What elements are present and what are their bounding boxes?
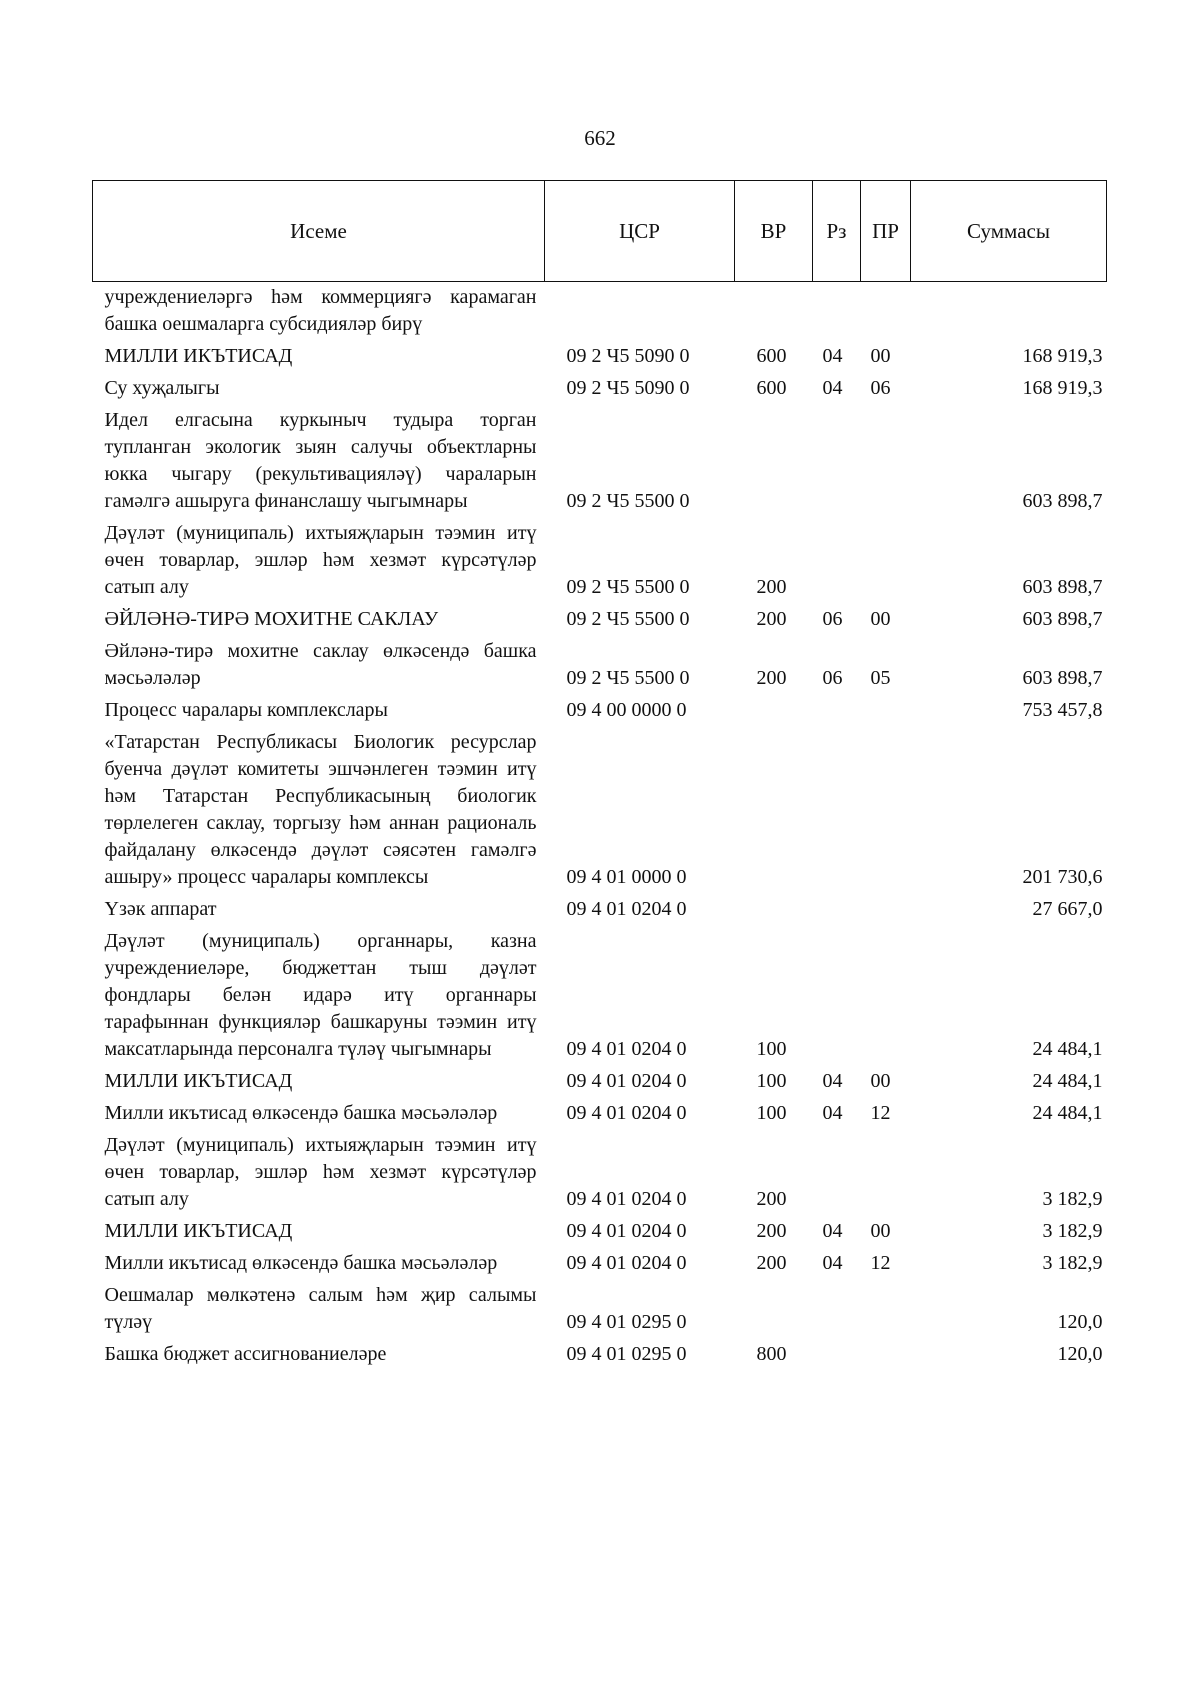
cell-name: «Татарстан Республикасы Биологик ресурслар буенча дәүләт комитеты эшчәнлеген тәэмин итү һәм Татарстан Республикасының биологик төрлелеген саклау, торгызу һәм аннан рациональ файдалану өлкәсендә дәүләт сәясәтен гамәлгә ашыру» процесс чаралары комплексы	[104, 731, 537, 888]
cell-name: Башка бюджет ассигнованиеләре	[104, 1343, 387, 1365]
cell-rz: 04	[822, 1102, 843, 1124]
table-row	[93, 282, 1107, 342]
page-number: 662	[584, 126, 616, 150]
cell-vr: 200	[756, 576, 787, 598]
cell-pr: 06	[870, 377, 891, 399]
table-row	[93, 341, 1107, 373]
cell-sum: 603 898,7	[1022, 667, 1103, 689]
cell-vr	[735, 894, 813, 926]
cell-rz	[813, 1280, 861, 1339]
cell-pr	[861, 1130, 911, 1216]
cell-csr: 09 2 Ч5 5500 0	[566, 608, 690, 630]
cell-rz: 04	[822, 377, 843, 399]
table-body	[93, 282, 1107, 1372]
table-row	[93, 1066, 1107, 1098]
cell-name: Әйләнә-тирә мохитне саклау өлкәсендә башка мәсьәләләр	[104, 640, 537, 689]
cell-csr: 09 4 01 0204 0	[566, 898, 687, 920]
cell-sum: 3 182,9	[1042, 1252, 1103, 1274]
cell-name: Дәүләт (муниципаль) органнары, казна учреждениеләре, бюджеттан тыш дәүләт фондлары белән идарә итү органнары тарафыннан функцияләр башкаруны тәэмин итү максатларында персоналга түләү чыгымнары	[104, 930, 537, 1060]
cell-rz: 04	[822, 345, 843, 367]
cell-vr: 100	[756, 1038, 787, 1060]
cell-rz	[813, 1130, 861, 1216]
cell-pr	[861, 727, 911, 894]
cell-vr	[735, 1280, 813, 1339]
cell-sum: 603 898,7	[1022, 576, 1103, 598]
header-pr: ПР	[861, 181, 911, 282]
budget-table-container	[92, 180, 1106, 1371]
cell-pr	[861, 405, 911, 518]
table-row	[93, 894, 1107, 926]
cell-sum: 120,0	[1057, 1311, 1103, 1333]
cell-sum: 120,0	[1057, 1343, 1103, 1365]
cell-vr: 100	[756, 1102, 787, 1124]
cell-csr: 09 2 Ч5 5090 0	[566, 377, 690, 399]
cell-sum: 27 667,0	[1032, 898, 1103, 920]
cell-pr	[861, 518, 911, 604]
cell-rz: 04	[822, 1220, 843, 1242]
cell-name: МИЛЛИ ИКЪТИСАД	[104, 1220, 293, 1242]
cell-vr: 200	[756, 1220, 787, 1242]
cell-pr: 12	[870, 1252, 891, 1274]
cell-csr: 09 4 01 0204 0	[566, 1102, 687, 1124]
cell-name: Су хуҗалыгы	[104, 377, 220, 399]
table-row	[93, 636, 1107, 695]
cell-pr	[861, 282, 911, 342]
cell-name: ӘЙЛӘНӘ-ТИРӘ МОХИТНЕ САКЛАУ	[104, 608, 439, 630]
cell-sum: 24 484,1	[1032, 1038, 1103, 1060]
cell-name: МИЛЛИ ИКЪТИСАД	[104, 345, 293, 367]
budget-table	[92, 180, 1107, 1371]
cell-name: Үзәк аппарат	[104, 898, 217, 920]
cell-vr	[735, 695, 813, 727]
cell-vr: 100	[756, 1070, 787, 1092]
cell-name: Милли икътисад өлкәсендә башка мәсьәләләр	[104, 1102, 498, 1124]
cell-sum: 603 898,7	[1022, 490, 1103, 512]
table-row	[93, 1339, 1107, 1371]
cell-sum: 168 919,3	[1022, 377, 1103, 399]
cell-vr: 600	[756, 377, 787, 399]
cell-name: Дәүләт (муниципаль) ихтыяҗларын тәэмин итү өчен товарлар, эшләр һәм хезмәт күрсәтүләр сатып алу	[104, 1134, 537, 1210]
table-row	[93, 518, 1107, 604]
table-row	[93, 727, 1107, 894]
cell-csr: 09 2 Ч5 5090 0	[566, 345, 690, 367]
cell-vr: 800	[756, 1343, 787, 1365]
cell-csr	[545, 282, 735, 342]
cell-sum: 201 730,6	[1022, 866, 1103, 888]
table-row	[93, 1280, 1107, 1339]
cell-pr: 00	[870, 1220, 891, 1242]
table-row	[93, 405, 1107, 518]
cell-sum: 24 484,1	[1032, 1102, 1103, 1124]
cell-name: Милли икътисад өлкәсендә башка мәсьәләләр	[104, 1252, 498, 1274]
cell-csr: 09 4 01 0204 0	[566, 1038, 687, 1060]
header-sum: Суммасы	[911, 181, 1107, 282]
cell-csr: 09 4 01 0204 0	[566, 1188, 687, 1210]
cell-vr	[735, 727, 813, 894]
cell-csr: 09 2 Ч5 5500 0	[566, 490, 690, 512]
header-row	[93, 181, 1107, 282]
cell-pr	[861, 1339, 911, 1371]
cell-vr: 200	[756, 667, 787, 689]
header-csr: ЦСР	[545, 181, 735, 282]
cell-name: Дәүләт (муниципаль) ихтыяҗларын тәэмин итү өчен товарлар, эшләр һәм хезмәт күрсәтүләр сатып алу	[104, 522, 537, 598]
cell-rz	[813, 727, 861, 894]
cell-pr: 00	[870, 608, 891, 630]
cell-pr: 12	[870, 1102, 891, 1124]
cell-csr: 09 2 Ч5 5500 0	[566, 667, 690, 689]
table-row	[93, 1248, 1107, 1280]
cell-sum: 3 182,9	[1042, 1188, 1103, 1210]
cell-vr: 200	[756, 1252, 787, 1274]
table-row	[93, 373, 1107, 405]
table-header	[93, 181, 1107, 282]
cell-csr: 09 4 01 0204 0	[566, 1220, 687, 1242]
cell-vr: 600	[756, 345, 787, 367]
cell-rz: 06	[822, 667, 843, 689]
table-row	[93, 1216, 1107, 1248]
cell-rz	[813, 518, 861, 604]
cell-vr	[735, 282, 813, 342]
cell-rz: 04	[822, 1070, 843, 1092]
table-row	[93, 695, 1107, 727]
cell-pr	[861, 1280, 911, 1339]
cell-csr: 09 4 00 0000 0	[566, 699, 687, 721]
table-row	[93, 926, 1107, 1066]
header-name: Исеме	[93, 181, 545, 282]
cell-rz: 04	[822, 1252, 843, 1274]
cell-csr: 09 2 Ч5 5500 0	[566, 576, 690, 598]
cell-rz	[813, 282, 861, 342]
cell-name: Процесс чаралары комплекслары	[104, 699, 388, 721]
cell-name: МИЛЛИ ИКЪТИСАД	[104, 1070, 293, 1092]
cell-pr: 00	[870, 345, 891, 367]
cell-sum: 3 182,9	[1042, 1220, 1103, 1242]
cell-pr	[861, 894, 911, 926]
cell-pr	[861, 926, 911, 1066]
table-row	[93, 604, 1107, 636]
cell-pr	[861, 695, 911, 727]
cell-pr: 00	[870, 1070, 891, 1092]
cell-rz	[813, 926, 861, 1066]
cell-vr	[735, 405, 813, 518]
header-rz: Рз	[813, 181, 861, 282]
cell-csr: 09 4 01 0295 0	[566, 1311, 687, 1333]
table-row	[93, 1098, 1107, 1130]
cell-rz	[813, 695, 861, 727]
cell-rz: 06	[822, 608, 843, 630]
cell-csr: 09 4 01 0295 0	[566, 1343, 687, 1365]
cell-rz	[813, 1339, 861, 1371]
cell-sum: 753 457,8	[1022, 699, 1103, 721]
cell-name: Идел елгасына куркыныч тудыра торган тупланган экологик зыян салучы объектларны юкка чыгару (рекультивацияләү) чараларын гамәлгә ашыруга финанслашу чыгымнары	[104, 409, 537, 512]
cell-sum: 24 484,1	[1032, 1070, 1103, 1092]
cell-name: учреждениеләргә һәм коммерциягә карамаган башка оешмаларга субсидияләр бирү	[104, 286, 537, 335]
cell-rz	[813, 894, 861, 926]
cell-rz	[813, 405, 861, 518]
header-vr: ВР	[735, 181, 813, 282]
cell-csr: 09 4 01 0204 0	[566, 1070, 687, 1092]
cell-name: Оешмалар мөлкәтенә салым һәм җир салымы түләү	[104, 1284, 537, 1333]
cell-csr: 09 4 01 0204 0	[566, 1252, 687, 1274]
cell-vr: 200	[756, 1188, 787, 1210]
cell-sum: 603 898,7	[1022, 608, 1103, 630]
table-row	[93, 1130, 1107, 1216]
cell-pr: 05	[870, 667, 891, 689]
cell-sum	[911, 282, 1107, 342]
cell-sum: 168 919,3	[1022, 345, 1103, 367]
cell-csr: 09 4 01 0000 0	[566, 866, 687, 888]
cell-vr: 200	[756, 608, 787, 630]
